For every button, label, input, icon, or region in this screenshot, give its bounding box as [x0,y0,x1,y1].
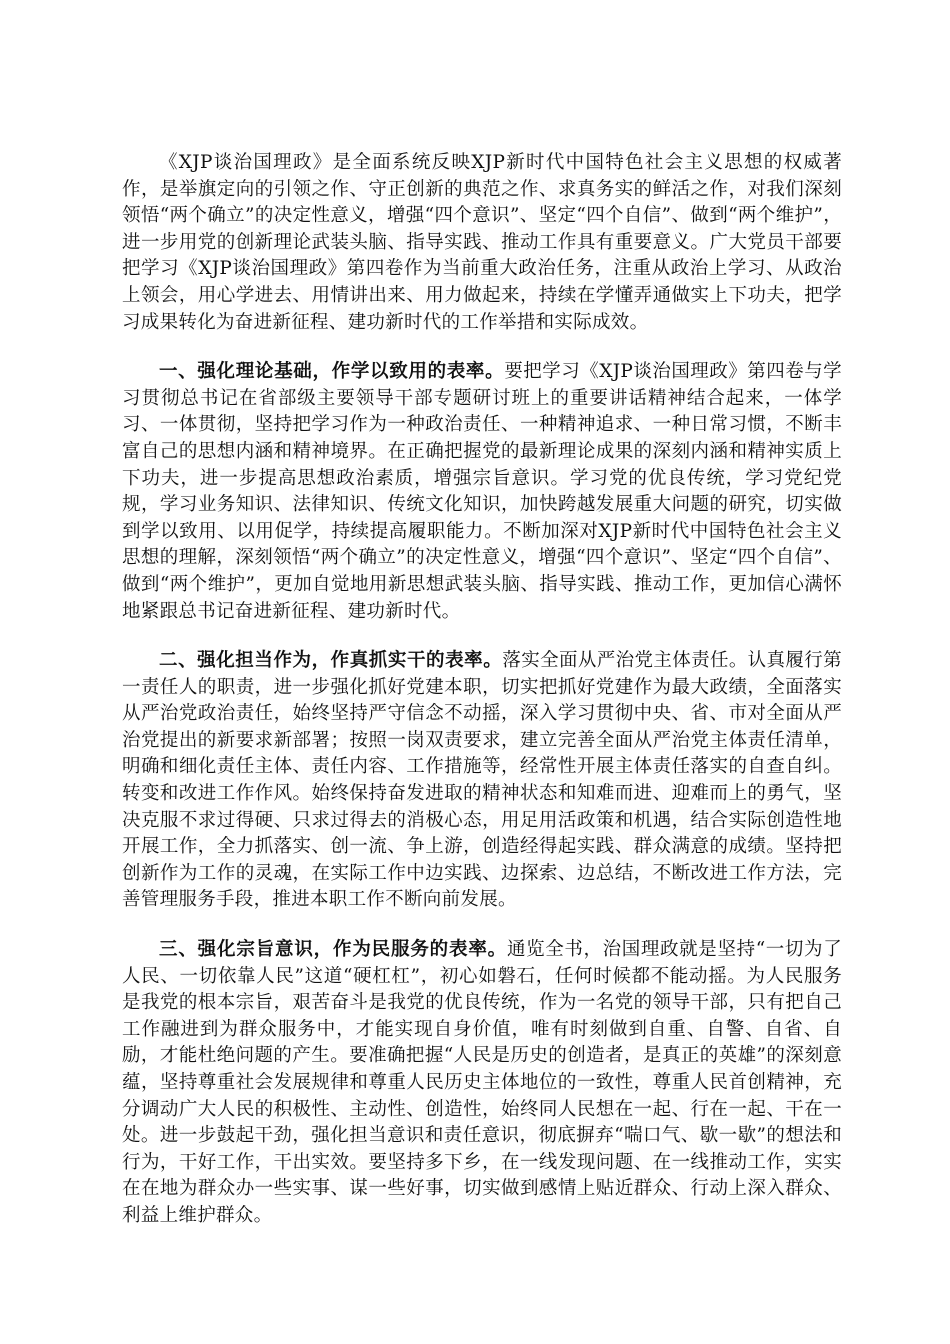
section-1-paragraph [122,359,842,625]
section-1-heading: 一、强化理论基础，作学以致用的表率。 [159,361,505,383]
section-2-heading: 二、强化担当作为，作真抓实干的表率。 [159,650,503,672]
paragraph-gap [122,336,842,359]
section-3-paragraph [122,937,842,1230]
document-page [122,150,842,1230]
section-1-body: 要把学习《XJP谈治国理政》第四卷与学习贯彻总书记在省部级主要领导干部专题研讨班上的重要讲话精神结合起来，一体学习、一体贯彻，坚持把学习作为一种政治责任、一种精神追求、一种日常习惯，不断丰富自己的思想内涵和精神境界。在正确把握党的最新理论成果的深刻内涵和精神实质上下功夫，进一步提高思想政治素质，增强宗旨意识。学习党的优良传统，学习党纪党规，学习业务知识、法律知识、传统文化知识，加快跨越发展重大问题的研究，切实做到学以致用、以用促学，持续提高履职能力。不断加深对XJP新时代中国特色社会主义思想的理解，深刻领悟“两个确立”的决定性意义，增强“四个意识”、坚定“四个自信”、做到“两个维护”，更加自觉地用新思想武装头脑、指导实践、推动工作，更加信心满怀地紧跟总书记奋进新征程、建功新时代。 [122,361,842,622]
section-3-heading: 三、强化宗旨意识，作为民服务的表率。 [159,939,507,961]
section-3-body: 通览全书，治国理政就是坚持“一切为了人民、一切依靠人民”这道“硬杠杠”，初心如磐石，任何时候都不能动摇。为人民服务是我党的根本宗旨，艰苦奋斗是我党的优良传统，作为一名党的领导干部，只有把自己工作融进到为群众服务中，才能实现自身价值，唯有时刻做到自重、自警、自省、自励，才能杜绝问题的产生。要准确把握“人民是历史的创造者，是真正的英雄”的深刻意蕴，坚持尊重社会发展规律和尊重人民历史主体地位的一致性，尊重人民首创精神，充分调动广大人民的积极性、主动性、创造性，始终同人民想在一起、行在一起、干在一处。进一步鼓起干劲，强化担当意识和责任意识，彻底摒弃“喘口气、歇一歇”的想法和行为，干好工作，干出实效。要坚持多下乡，在一线发现问题、在一线推动工作，实实在在地为群众办一些实事、谋一些好事，切实做到感情上贴近群众、行动上深入群众、利益上维护群众。 [122,939,842,1226]
intro-paragraph: 《XJP谈治国理政》是全面系统反映XJP新时代中国特色社会主义思想的权威著作，是举旗定向的引领之作、守正创新的典范之作、求真务实的鲜活之作，对我们深刻领悟“两个确立”的决定性意义，增强“四个意识”、坚定“四个自信”、做到“两个维护”，进一步用党的创新理论武装头脑、指导实践、推动工作具有重要意义。广大党员干部要把学习《XJP谈治国理政》第四卷作为当前重大政治任务，注重从政治上学习、从政治上领会，用心学进去、用情讲出来、用力做起来，持续在学懂弄通做实上下功夫，把学习成果转化为奋进新征程、建功新时代的工作举措和实际成效。 [122,152,842,333]
section-2-paragraph [122,648,842,914]
section-2-body: 落实全面从严治党主体责任。认真履行第一责任人的职责，进一步强化抓好党建本职，切实把抓好党建作为最大政绩，全面落实从严治党政治责任，始终坚持严守信念不动摇，深入学习贯彻中央、省、市对全面从严治党提出的新要求新部署；按照一岗双责要求，建立完善全面从严治党主体责任清单，明确和细化责任主体、责任内容、工作措施等，经常性开展主体责任落实的自查自纠。转变和改进工作作风。始终保持奋发进取的精神状态和知难而进、迎难而上的勇气，坚决克服不求过得硬、只求过得去的消极心态，用足用活政策和机遇，结合实际创造性地开展工作，全力抓落实、创一流、争上游，创造经得起实践、群众满意的成绩。坚持把创新作为工作的灵魂，在实际工作中边实践、边探索、边总结，不断改进工作方法，完善管理服务手段，推进本职工作不断向前发展。 [122,650,842,911]
paragraph-gap [122,914,842,937]
paragraph-gap [122,625,842,648]
